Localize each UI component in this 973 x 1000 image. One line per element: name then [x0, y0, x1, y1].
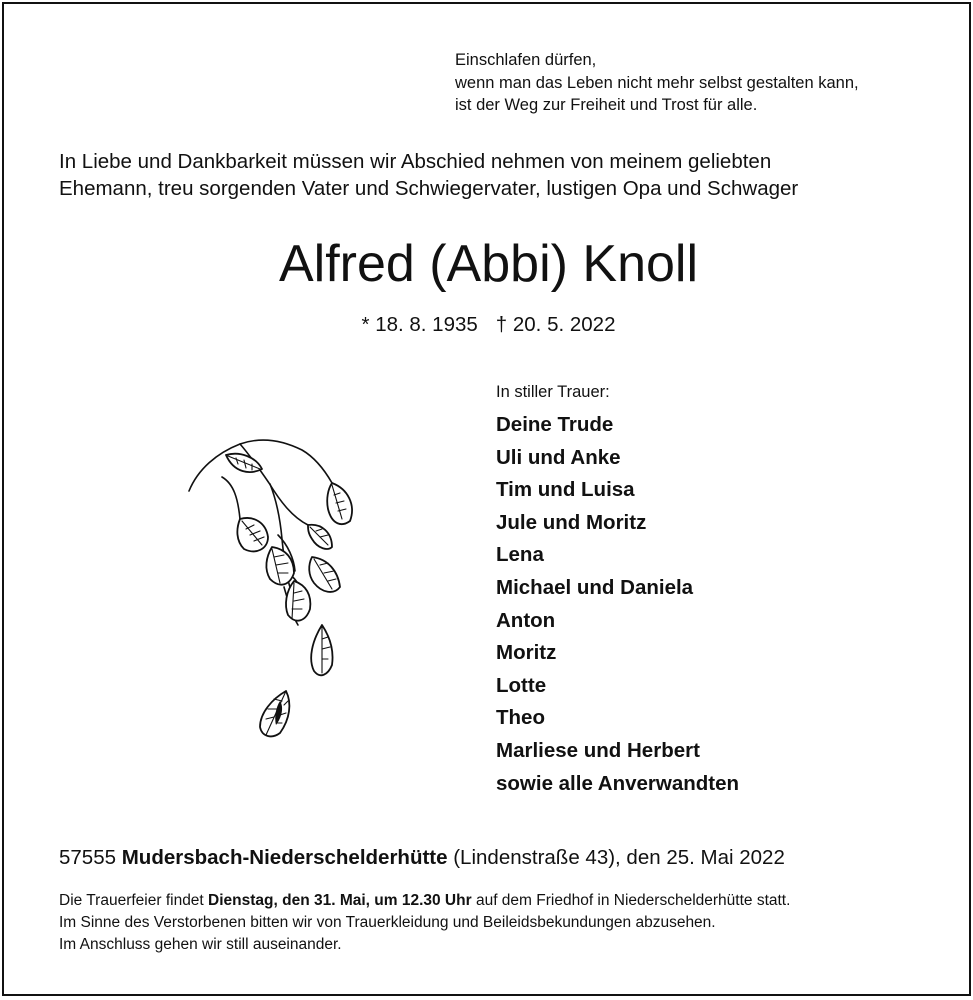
mourner-name: Moritz	[496, 641, 557, 665]
town-name: Mudersbach-Niederschelderhütte	[121, 846, 448, 869]
mourner-name: Anton	[496, 608, 556, 632]
mourner-name: Jule und Moritz	[496, 510, 647, 534]
street-and-date: (Lindenstraße 43), den 25. Mai 2022	[453, 846, 785, 869]
poem-line: wenn man das Leben nicht mehr selbst gestalten kann,	[455, 73, 859, 92]
funeral-notice	[59, 890, 790, 956]
notice-line: Im Anschluss gehen wir still auseinander.	[59, 936, 342, 953]
death-date: † 20. 5. 2022	[495, 313, 616, 336]
poem-line: ist der Weg zur Freiheit und Trost für alle.	[455, 96, 758, 114]
mourners-list	[496, 409, 739, 800]
notice-text: Die Trauerfeier findet	[59, 892, 209, 909]
notice-text: auf dem Friedhof in Niederschelderhütte statt.	[471, 892, 791, 909]
obituary-card	[2, 2, 971, 996]
mourner-name: sowie alle Anverwandten	[496, 771, 740, 795]
mourner-name: Michael und Daniela	[496, 575, 694, 599]
funeral-datetime: Dienstag, den 31. Mai, um 12.30 Uhr	[208, 892, 472, 909]
life-dates	[4, 311, 973, 339]
mourner-name: Lotte	[496, 673, 547, 697]
falling-birch-leaves-icon	[182, 429, 382, 759]
mourner-name: Deine Trude	[496, 413, 614, 436]
birth-date: * 18. 8. 1935	[361, 313, 478, 336]
mourners-label: In stiller Trauer:	[496, 383, 610, 401]
mourner-name: Marliese und Herbert	[496, 738, 700, 762]
mourner-name: Theo	[496, 706, 545, 730]
deceased-name: Alfred (Abbi) Knoll	[278, 235, 699, 293]
notice-line: Im Sinne des Verstorbenen bitten wir von Trauerkleidung und Beileidsbekundungen abzusehen.	[59, 914, 716, 931]
address-line	[59, 844, 785, 872]
intro-line: In Liebe und Dankbarkeit müssen wir Abschied nehmen von meinem geliebten	[59, 150, 772, 173]
intro-line: Ehemann, treu sorgenden Vater und Schwiegervater, lustigen Opa und Schwager	[59, 177, 799, 200]
poem	[455, 49, 859, 117]
mourner-name: Uli und Anke	[496, 445, 621, 469]
mourner-name: Tim und Luisa	[496, 478, 635, 502]
intro-text	[59, 148, 798, 202]
notice-line	[59, 890, 790, 912]
mourner-name: Lena	[496, 543, 544, 567]
poem-line: Einschlafen dürfen,	[455, 51, 597, 69]
zip-code: 57555	[59, 846, 117, 869]
